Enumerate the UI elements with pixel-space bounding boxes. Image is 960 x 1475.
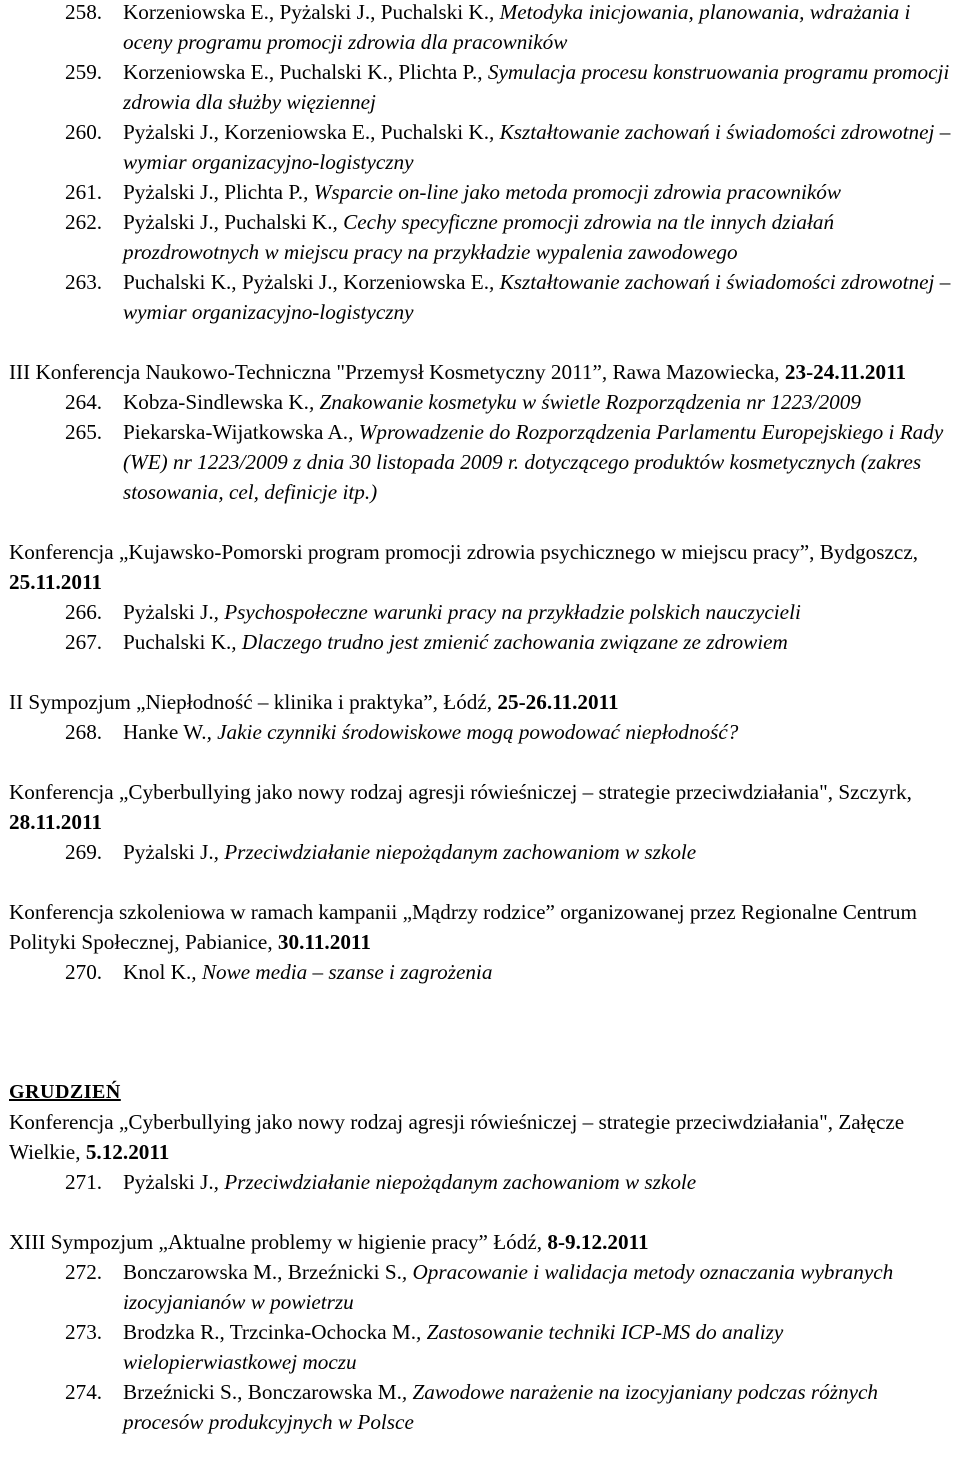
entry-text [117,717,954,747]
bibliography-entry [9,1167,954,1197]
entry-authors: Korzeniowska E., Pyżalski J., Puchalski K. [123,0,490,24]
entry-number: 263. [65,270,103,294]
bibliography-entry [9,1317,954,1377]
entry-text [117,387,954,417]
entry-text [117,57,954,117]
entry-title: , Metodyka inicjowania, planowania, wdrażania i oceny programu promocji zdrowia dla pracowników [123,0,911,54]
bibliography-entry [9,627,954,657]
entry-text [117,0,954,57]
entry-authors: Puchalski K., Pyżalski J., Korzeniowska E. [123,270,490,294]
entry-number: 261. [65,180,103,204]
conference-heading [9,687,954,717]
bibliography-entry [9,417,954,507]
entry-title: , Jakie czynniki środowiskowe mogą powodować niepłodność? [206,720,739,744]
entry-authors: Kobza-Sindlewska K. [123,390,309,414]
conference-heading [9,897,954,957]
entry-authors: Pyżalski J., Puchalski K. [123,210,333,234]
conference-date: 30.11.2011 [277,930,371,954]
entry-title: , Kształtowanie zachowań i świadomości zdrowotnej – wymiar organizacyjno-logistyczny [123,120,951,174]
entry-authors: Pyżalski J. [123,840,214,864]
entry-text [117,597,954,627]
conference-name: III Konferencja Naukowo-Techniczna "Przemysł Kosmetyczny 2011”, Rawa Mazowiecka, [9,360,785,384]
conference-name: II Sympozjum „Niepłodność – klinika i praktyka”, Łódź, [9,690,498,714]
conference-heading [9,1227,954,1257]
entry-number: 260. [65,120,103,144]
month-heading: GRUDZIEŃ [9,1081,121,1103]
entry-authors: Knol K. [123,960,192,984]
bibliography-entry [9,0,954,57]
entry-title: , Wprowadzenie do Rozporządzenia Parlamentu Europejskiego i Rady (WE) nr 1223/2009 z dnia 30 listopada 2009 r. dotyczącego produktów kosmetycznych (zakres stosowania, cel, definicje itp.) [123,420,944,504]
entry-title: , Przeciwdziałanie niepożądanym zachowaniom w szkole [213,1170,697,1194]
entry-title: , Psychospołeczne warunki pracy na przykładzie polskich nauczycieli [213,600,801,624]
conference-heading [9,537,954,597]
conference-date: 8-9.12.2011 [547,1230,649,1254]
entry-title: , Kształtowanie zachowań i świadomości zdrowotnej – wymiar organizacyjno-logistyczny [123,270,951,324]
conference-date: 5.12.2011 [85,1140,170,1164]
entry-title: , Wsparcie on-line jako metoda promocji zdrowia pracowników [303,180,841,204]
bibliography-entry [9,717,954,747]
bibliography-entry [9,117,954,177]
entry-number: 269. [65,840,103,864]
conference-heading [9,777,954,837]
entry-title: , Symulacja procesu konstruowania programu promocji zdrowia dla służby więziennej [123,60,950,114]
entry-text [117,207,954,267]
entry-text [117,1317,954,1377]
entry-title: , Nowe media – szanse i zagrożenia [191,960,493,984]
entry-authors: Piekarska-Wijatkowska A. [123,420,349,444]
entry-authors: Puchalski K. [123,630,232,654]
bibliography-entry [9,957,954,987]
entry-text [117,417,954,507]
conference-date: 28.11.2011 [9,810,103,834]
bibliography-entry [9,1257,954,1317]
entry-title: , Zastosowanie techniki ICP-MS do analizy wielopierwiastkowej moczu [123,1320,784,1374]
entry-text [117,957,954,987]
entry-number: 262. [65,210,103,234]
entry-number: 272. [65,1260,103,1284]
entry-text [117,1167,954,1197]
entry-number: 265. [65,420,103,444]
entry-number: 259. [65,60,103,84]
bibliography-entry [9,267,954,327]
conference-date: 25-26.11.2011 [497,690,619,714]
bibliography-entry [9,597,954,627]
entry-title: , Cechy specyficzne promocji zdrowia na tle innych działań prozdrowotnych w miejscu pracy na przykładzie wypalenia zawodowego [123,210,835,264]
entry-number: 271. [65,1170,103,1194]
entry-title: , Zawodowe narażenie na izocyjaniany podczas różnych procesów produkcyjnych w Polsce [123,1380,878,1434]
document-page [9,0,954,1437]
entry-text [117,1377,954,1437]
entry-authors: Pyżalski J., Korzeniowska E., Puchalski K. [123,120,490,144]
conference-heading [9,357,954,387]
entry-title: , Opracowanie i walidacja metody oznaczania wybranych izocyjanianów w powietrzu [123,1260,894,1314]
conference-name: Konferencja „Kujawsko-Pomorski program promocji zdrowia psychicznego w miejscu pracy”, Bydgoszcz, [9,540,919,564]
conference-heading [9,1107,954,1167]
entry-number: 273. [65,1320,103,1344]
entry-text [117,267,954,327]
entry-title: , Dlaczego trudno jest zmienić zachowania związane ze zdrowiem [231,630,788,654]
bibliography-entry [9,57,954,117]
entry-authors: Pyżalski J. [123,1170,214,1194]
conference-name: Konferencja „Cyberbullying jako nowy rodzaj agresji rówieśniczej – strategie przeciwdziałania", Szczyrk, [9,780,912,804]
conference-name: Konferencja „Cyberbullying jako nowy rodzaj agresji rówieśniczej – strategie przeciwdziałania", Załęcze Wielkie, [9,1110,905,1164]
entry-authors: Bonczarowska M., Brzeźnicki S. [123,1260,402,1284]
entry-authors: Pyżalski J. [123,600,214,624]
entry-authors: Korzeniowska E., Puchalski K., Plichta P. [123,60,478,84]
entry-text [117,117,954,177]
entry-number: 270. [65,960,103,984]
entry-text [117,177,954,207]
bibliography-entry [9,387,954,417]
bibliography-entry [9,177,954,207]
entry-number: 268. [65,720,103,744]
bibliography-entry [9,1377,954,1437]
entry-authors: Brodzka R., Trzcinka-Ochocka M. [123,1320,417,1344]
entry-authors: Pyżalski J., Plichta P. [123,180,304,204]
bibliography-entry [9,207,954,267]
bibliography-entry [9,837,954,867]
conference-date: 25.11.2011 [9,570,103,594]
entry-number: 274. [65,1380,103,1404]
entry-authors: Hanke W. [123,720,207,744]
entry-title: , Przeciwdziałanie niepożądanym zachowaniom w szkole [213,840,697,864]
entry-number: 258. [65,0,103,24]
entry-authors: Brzeźnicki S., Bonczarowska M. [123,1380,402,1404]
entry-text [117,627,954,657]
conference-name: XIII Sympozjum „Aktualne problemy w higienie pracy” Łódź, [9,1230,548,1254]
entry-text [117,1257,954,1317]
entry-title: , Znakowanie kosmetyku w świetle Rozporządzenia nr 1223/2009 [308,390,861,414]
entry-number: 266. [65,600,103,624]
conference-date: 23-24.11.2011 [784,360,907,384]
entry-number: 267. [65,630,103,654]
conference-name: Konferencja szkoleniowa w ramach kampanii „Mądrzy rodzice” organizowanej przez Regionalne Centrum Polityki Społecznej, Pabianice, [9,900,917,954]
entry-text [117,837,954,867]
entry-number: 264. [65,390,103,414]
